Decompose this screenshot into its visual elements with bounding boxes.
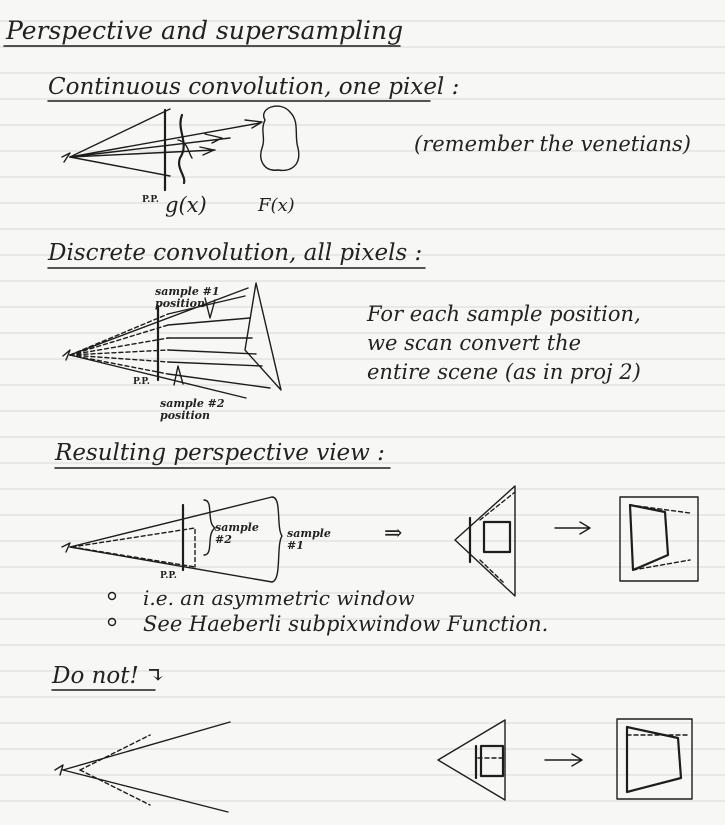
pp-label-1: P.P. (142, 195, 159, 205)
sample-2-position-label: sample #2 position (160, 397, 225, 422)
explanation-line-3: entire scene (as in proj 2) (367, 360, 641, 384)
page-title: Perspective and supersampling (6, 16, 404, 45)
bullet-haeberli (105, 614, 548, 635)
bullet-text-1: i.e. an asymmetric window (143, 586, 415, 610)
implies-arrow: ⇒ (384, 521, 403, 546)
continuous-convolution-diagram (62, 106, 299, 190)
pp-label-2: P.P. (133, 377, 150, 387)
section-heading-discrete: Discrete convolution, all pixels : (48, 240, 423, 266)
explanation-line-2: we scan convert the (367, 331, 582, 355)
f-of-x-label: F(x) (258, 195, 295, 216)
perspective-view-diagram (62, 486, 698, 596)
section-heading-continuous: Continuous convolution, one pixel : (48, 74, 460, 100)
sample-1-position-label: sample #1 position (155, 285, 220, 310)
bullet-asymmetric-window (105, 588, 415, 608)
pp-label-3: P.P. (160, 571, 177, 581)
sample-2-label: sample #2 (215, 521, 259, 546)
sample-1-label: sample #1 (287, 527, 331, 552)
bullet-text-2: See Haeberli subpixwindow Function. (143, 612, 549, 636)
section-heading-resulting: Resulting perspective view : (55, 440, 385, 466)
explanation-line-1: For each sample position, (367, 302, 641, 326)
do-not-diagram (55, 719, 692, 812)
section-heading-do-not: Do not! ↴ (52, 663, 166, 689)
g-of-x-label: g(x) (165, 193, 207, 217)
remember-note: (remember the venetians) (414, 132, 691, 156)
